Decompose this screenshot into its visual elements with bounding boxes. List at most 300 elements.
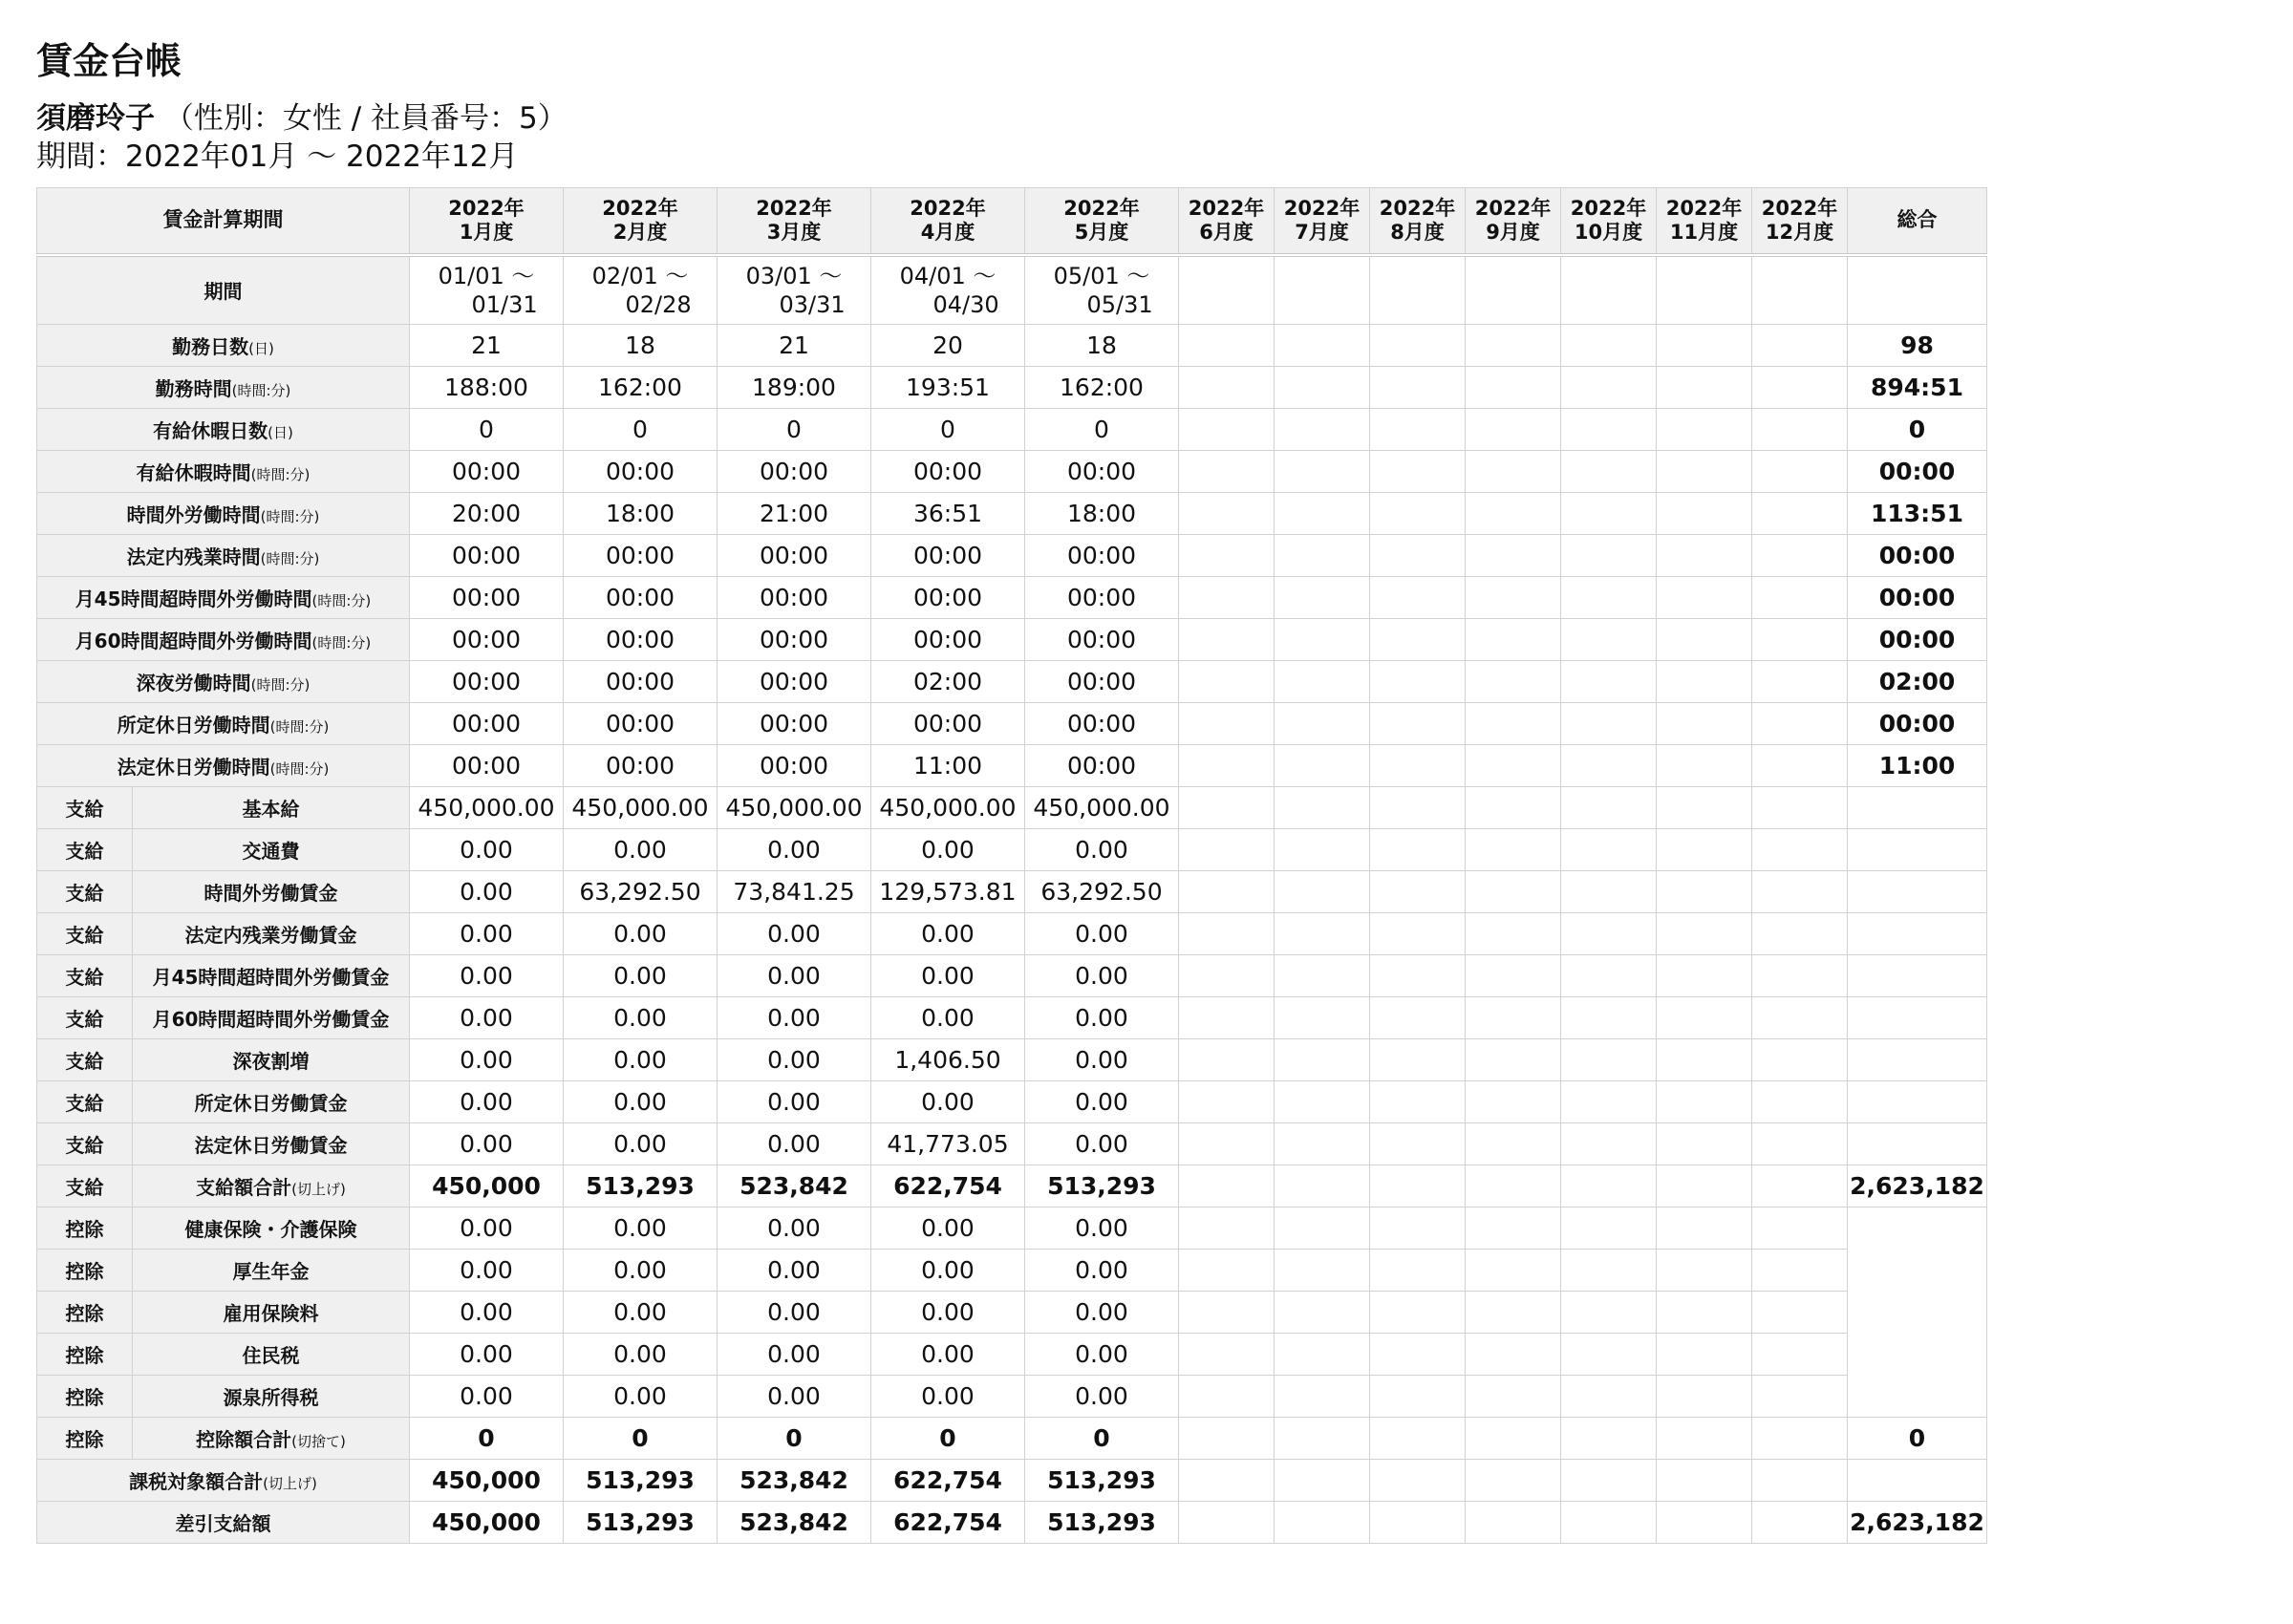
table-row bbox=[37, 1249, 1987, 1291]
value-cell bbox=[1752, 618, 1848, 660]
value-cell: 00:00 bbox=[410, 576, 564, 618]
value-cell: 0.00 bbox=[1025, 1375, 1179, 1417]
value-cell bbox=[1752, 660, 1848, 702]
value-cell: 00:00 bbox=[564, 702, 718, 744]
employee-info bbox=[36, 99, 1987, 176]
value-cell: 00:00 bbox=[1025, 576, 1179, 618]
category-cell: 支給 bbox=[37, 1165, 133, 1207]
value-cell: 0.00 bbox=[871, 1333, 1025, 1375]
value-cell bbox=[1561, 1375, 1657, 1417]
value-cell bbox=[1275, 870, 1370, 912]
value-cell: 00:00 bbox=[871, 534, 1025, 576]
value-cell bbox=[1561, 1459, 1657, 1501]
header-month: 2022年 8月度 bbox=[1370, 188, 1466, 255]
value-cell: 00:00 bbox=[410, 744, 564, 786]
value-cell bbox=[1752, 744, 1848, 786]
value-cell: 513,293 bbox=[1025, 1165, 1179, 1207]
value-cell bbox=[1275, 576, 1370, 618]
value-cell: 18 bbox=[1025, 324, 1179, 366]
employee-name: 須磨玲子 bbox=[36, 101, 155, 136]
value-cell: 129,573.81 bbox=[871, 870, 1025, 912]
value-cell: 0.00 bbox=[410, 1291, 564, 1333]
value-cell bbox=[1466, 1459, 1561, 1501]
total-cell: 113:51 bbox=[1848, 492, 1987, 534]
value-cell bbox=[1275, 828, 1370, 870]
row-label: 所定休日労働時間(時間:分) bbox=[37, 702, 410, 744]
value-cell: 622,754 bbox=[871, 1459, 1025, 1501]
value-cell bbox=[1179, 492, 1275, 534]
value-cell bbox=[1466, 324, 1561, 366]
value-cell bbox=[1561, 786, 1657, 828]
value-cell: 188:00 bbox=[410, 366, 564, 408]
value-cell bbox=[1657, 534, 1752, 576]
value-cell: 450,000 bbox=[410, 1165, 564, 1207]
value-cell: 36:51 bbox=[871, 492, 1025, 534]
category-cell: 支給 bbox=[37, 870, 133, 912]
value-cell bbox=[1179, 954, 1275, 996]
value-cell: 00:00 bbox=[718, 576, 871, 618]
row-label: 時間外労働時間(時間:分) bbox=[37, 492, 410, 534]
period-cell: 04/01 〜 04/30 bbox=[871, 255, 1025, 325]
value-cell bbox=[1657, 828, 1752, 870]
value-cell: 523,842 bbox=[718, 1501, 871, 1543]
value-cell: 162:00 bbox=[564, 366, 718, 408]
value-cell: 00:00 bbox=[564, 534, 718, 576]
total-cell: 2,623,182 bbox=[1848, 1165, 1987, 1207]
value-cell: 0 bbox=[410, 1417, 564, 1459]
value-cell bbox=[1561, 1080, 1657, 1122]
value-cell bbox=[1370, 660, 1466, 702]
value-cell bbox=[1275, 1080, 1370, 1122]
table-row bbox=[37, 828, 1987, 870]
value-cell: 0.00 bbox=[871, 954, 1025, 996]
value-cell bbox=[1657, 1165, 1752, 1207]
value-cell bbox=[1752, 954, 1848, 996]
value-cell bbox=[1466, 618, 1561, 660]
value-cell bbox=[1466, 828, 1561, 870]
value-cell bbox=[1561, 912, 1657, 954]
value-cell: 0 bbox=[564, 1417, 718, 1459]
value-cell: 0.00 bbox=[1025, 1333, 1179, 1375]
table-row bbox=[37, 912, 1987, 954]
value-cell: 0.00 bbox=[564, 1207, 718, 1249]
row-label: 課税対象額合計(切上げ) bbox=[37, 1459, 410, 1501]
value-cell: 513,293 bbox=[1025, 1501, 1179, 1543]
value-cell bbox=[1657, 1122, 1752, 1165]
value-cell: 450,000.00 bbox=[871, 786, 1025, 828]
value-cell: 0.00 bbox=[410, 1122, 564, 1165]
row-label: 期間 bbox=[37, 255, 410, 325]
header-month: 2022年 11月度 bbox=[1657, 188, 1752, 255]
value-cell bbox=[1657, 870, 1752, 912]
table-row bbox=[37, 534, 1987, 576]
value-cell: 0 bbox=[718, 1417, 871, 1459]
total-cell bbox=[1848, 954, 1987, 996]
value-cell bbox=[1657, 324, 1752, 366]
header-month: 2022年 3月度 bbox=[718, 188, 871, 255]
value-cell: 0.00 bbox=[718, 828, 871, 870]
value-cell: 523,842 bbox=[718, 1165, 871, 1207]
value-cell: 0.00 bbox=[1025, 1080, 1179, 1122]
value-cell bbox=[1657, 744, 1752, 786]
value-cell bbox=[1752, 1375, 1848, 1417]
value-cell: 0.00 bbox=[1025, 1038, 1179, 1080]
value-cell bbox=[1370, 492, 1466, 534]
total-cell bbox=[1848, 1459, 1987, 1501]
table-row bbox=[37, 870, 1987, 912]
value-cell: 0.00 bbox=[410, 1207, 564, 1249]
value-cell bbox=[1179, 366, 1275, 408]
value-cell: 18 bbox=[564, 324, 718, 366]
value-cell bbox=[1179, 1080, 1275, 1122]
page-title: 賃金台帳 bbox=[36, 40, 182, 82]
header-month: 2022年 5月度 bbox=[1025, 188, 1179, 255]
value-cell bbox=[1179, 786, 1275, 828]
value-cell bbox=[1275, 702, 1370, 744]
table-row bbox=[37, 618, 1987, 660]
total-cell bbox=[1848, 828, 1987, 870]
value-cell bbox=[1657, 366, 1752, 408]
value-cell bbox=[1370, 1501, 1466, 1543]
value-cell: 0.00 bbox=[564, 1333, 718, 1375]
value-cell bbox=[1370, 1291, 1466, 1333]
value-cell: 450,000.00 bbox=[564, 786, 718, 828]
row-label: 月60時間超時間外労働時間(時間:分) bbox=[37, 618, 410, 660]
value-cell bbox=[1561, 1165, 1657, 1207]
value-cell bbox=[1179, 1459, 1275, 1501]
table-row bbox=[37, 1080, 1987, 1122]
value-cell bbox=[1466, 660, 1561, 702]
value-cell bbox=[1752, 1333, 1848, 1375]
value-cell: 0.00 bbox=[410, 1333, 564, 1375]
table-row bbox=[37, 1333, 1987, 1375]
value-cell bbox=[1275, 1165, 1370, 1207]
category-cell: 支給 bbox=[37, 828, 133, 870]
value-cell: 02:00 bbox=[871, 660, 1025, 702]
total-cell bbox=[1848, 1038, 1987, 1080]
value-cell bbox=[1561, 324, 1657, 366]
value-cell bbox=[1657, 1375, 1752, 1417]
value-cell bbox=[1370, 1333, 1466, 1375]
row-label: 法定休日労働賃金 bbox=[133, 1122, 410, 1165]
value-cell bbox=[1370, 870, 1466, 912]
value-cell bbox=[1179, 324, 1275, 366]
value-cell: 00:00 bbox=[564, 618, 718, 660]
value-cell: 0 bbox=[1025, 1417, 1179, 1459]
value-cell bbox=[1657, 1291, 1752, 1333]
value-cell: 0.00 bbox=[564, 1375, 718, 1417]
table-row bbox=[37, 324, 1987, 366]
category-cell: 支給 bbox=[37, 912, 133, 954]
value-cell bbox=[1370, 1207, 1466, 1249]
category-cell: 控除 bbox=[37, 1291, 133, 1333]
value-cell bbox=[1466, 450, 1561, 492]
table-row bbox=[37, 1375, 1987, 1417]
value-cell bbox=[1657, 702, 1752, 744]
period-cell bbox=[1370, 255, 1466, 325]
value-cell: 11:00 bbox=[871, 744, 1025, 786]
value-cell bbox=[1466, 870, 1561, 912]
value-cell bbox=[1561, 618, 1657, 660]
value-cell: 0 bbox=[410, 408, 564, 450]
period-cell bbox=[1179, 255, 1275, 325]
total-cell: 02:00 bbox=[1848, 660, 1987, 702]
value-cell: 0.00 bbox=[871, 828, 1025, 870]
wage-ledger-table bbox=[36, 187, 1987, 1544]
employee-line bbox=[36, 99, 1987, 138]
value-cell: 00:00 bbox=[718, 618, 871, 660]
value-cell bbox=[1561, 1333, 1657, 1375]
value-cell: 0.00 bbox=[410, 870, 564, 912]
value-cell bbox=[1466, 1291, 1561, 1333]
value-cell: 622,754 bbox=[871, 1501, 1025, 1543]
value-cell: 0.00 bbox=[718, 1080, 871, 1122]
value-cell: 0.00 bbox=[410, 954, 564, 996]
value-cell bbox=[1657, 660, 1752, 702]
value-cell bbox=[1179, 912, 1275, 954]
value-cell: 00:00 bbox=[410, 450, 564, 492]
value-cell: 513,293 bbox=[564, 1165, 718, 1207]
value-cell bbox=[1752, 534, 1848, 576]
row-label: 有給休暇時間(時間:分) bbox=[37, 450, 410, 492]
value-cell bbox=[1179, 1165, 1275, 1207]
value-cell bbox=[1370, 828, 1466, 870]
value-cell bbox=[1275, 1375, 1370, 1417]
value-cell bbox=[1370, 1459, 1466, 1501]
value-cell bbox=[1179, 744, 1275, 786]
table-row bbox=[37, 786, 1987, 828]
value-cell: 162:00 bbox=[1025, 366, 1179, 408]
value-cell: 41,773.05 bbox=[871, 1122, 1025, 1165]
header-row bbox=[37, 188, 1987, 255]
row-label: 勤務時間(時間:分) bbox=[37, 366, 410, 408]
table-row bbox=[37, 1459, 1987, 1501]
row-label: 深夜割増 bbox=[133, 1038, 410, 1080]
value-cell: 00:00 bbox=[1025, 744, 1179, 786]
row-label: 雇用保険料 bbox=[133, 1291, 410, 1333]
value-cell bbox=[1657, 1501, 1752, 1543]
value-cell bbox=[1752, 702, 1848, 744]
value-cell bbox=[1370, 618, 1466, 660]
period-cell bbox=[1657, 255, 1752, 325]
value-cell: 0.00 bbox=[410, 912, 564, 954]
row-label: 差引支給額 bbox=[37, 1501, 410, 1543]
value-cell bbox=[1561, 1207, 1657, 1249]
table-row bbox=[37, 702, 1987, 744]
value-cell bbox=[1561, 366, 1657, 408]
value-cell: 0.00 bbox=[410, 1249, 564, 1291]
value-cell bbox=[1752, 1207, 1848, 1249]
value-cell: 18:00 bbox=[1025, 492, 1179, 534]
category-cell: 支給 bbox=[37, 954, 133, 996]
value-cell: 193:51 bbox=[871, 366, 1025, 408]
value-cell: 0.00 bbox=[718, 954, 871, 996]
row-label: 基本給 bbox=[133, 786, 410, 828]
table-row bbox=[37, 408, 1987, 450]
value-cell: 0.00 bbox=[564, 1249, 718, 1291]
value-cell bbox=[1561, 870, 1657, 912]
row-label: 深夜労働時間(時間:分) bbox=[37, 660, 410, 702]
value-cell bbox=[1179, 828, 1275, 870]
row-label: 月60時間超時間外労働賃金 bbox=[133, 996, 410, 1038]
value-cell bbox=[1561, 1417, 1657, 1459]
total-cell: 98 bbox=[1848, 324, 1987, 366]
value-cell bbox=[1275, 1207, 1370, 1249]
value-cell: 18:00 bbox=[564, 492, 718, 534]
value-cell bbox=[1752, 408, 1848, 450]
value-cell bbox=[1275, 912, 1370, 954]
value-cell bbox=[1752, 1417, 1848, 1459]
value-cell bbox=[1275, 1333, 1370, 1375]
header-month: 2022年 9月度 bbox=[1466, 188, 1561, 255]
value-cell bbox=[1466, 1207, 1561, 1249]
header-month: 2022年 1月度 bbox=[410, 188, 564, 255]
value-cell bbox=[1466, 1122, 1561, 1165]
value-cell bbox=[1179, 660, 1275, 702]
value-cell: 0.00 bbox=[1025, 1249, 1179, 1291]
row-label: 法定内残業労働賃金 bbox=[133, 912, 410, 954]
value-cell bbox=[1752, 1249, 1848, 1291]
category-cell: 支給 bbox=[37, 996, 133, 1038]
value-cell: 00:00 bbox=[871, 702, 1025, 744]
value-cell: 0.00 bbox=[564, 954, 718, 996]
value-cell: 0.00 bbox=[718, 912, 871, 954]
value-cell: 00:00 bbox=[1025, 618, 1179, 660]
value-cell: 0.00 bbox=[871, 912, 1025, 954]
value-cell bbox=[1179, 996, 1275, 1038]
value-cell: 0.00 bbox=[718, 1249, 871, 1291]
header-month: 2022年 4月度 bbox=[871, 188, 1025, 255]
value-cell: 0.00 bbox=[564, 828, 718, 870]
value-cell bbox=[1179, 1333, 1275, 1375]
value-cell bbox=[1466, 744, 1561, 786]
value-cell: 450,000 bbox=[410, 1501, 564, 1543]
value-cell: 0.00 bbox=[410, 1080, 564, 1122]
value-cell: 0.00 bbox=[1025, 912, 1179, 954]
value-cell bbox=[1657, 1249, 1752, 1291]
value-cell bbox=[1370, 954, 1466, 996]
value-cell bbox=[1275, 660, 1370, 702]
row-label: 支給額合計(切上げ) bbox=[133, 1165, 410, 1207]
value-cell bbox=[1275, 324, 1370, 366]
table-row bbox=[37, 1038, 1987, 1080]
table-row bbox=[37, 744, 1987, 786]
value-cell bbox=[1370, 534, 1466, 576]
value-cell bbox=[1370, 1375, 1466, 1417]
value-cell bbox=[1657, 1080, 1752, 1122]
value-cell bbox=[1179, 1291, 1275, 1333]
value-cell bbox=[1561, 744, 1657, 786]
value-cell: 00:00 bbox=[410, 702, 564, 744]
value-cell bbox=[1466, 1375, 1561, 1417]
value-cell bbox=[1466, 1165, 1561, 1207]
value-cell bbox=[1561, 1038, 1657, 1080]
value-cell bbox=[1752, 1080, 1848, 1122]
wage-ledger-page bbox=[36, 36, 1987, 1544]
category-cell: 支給 bbox=[37, 786, 133, 828]
total-cell: 11:00 bbox=[1848, 744, 1987, 786]
value-cell bbox=[1466, 786, 1561, 828]
value-cell bbox=[1466, 1038, 1561, 1080]
value-cell: 0.00 bbox=[1025, 1207, 1179, 1249]
total-cell: 894:51 bbox=[1848, 366, 1987, 408]
value-cell: 513,293 bbox=[1025, 1459, 1179, 1501]
row-label: 健康保険・介護保険 bbox=[133, 1207, 410, 1249]
value-cell bbox=[1561, 408, 1657, 450]
row-label: 住民税 bbox=[133, 1333, 410, 1375]
value-cell bbox=[1466, 1080, 1561, 1122]
value-cell bbox=[1752, 1501, 1848, 1543]
value-cell bbox=[1752, 786, 1848, 828]
value-cell bbox=[1561, 996, 1657, 1038]
value-cell bbox=[1179, 576, 1275, 618]
category-cell: 控除 bbox=[37, 1249, 133, 1291]
value-cell: 0.00 bbox=[564, 1080, 718, 1122]
value-cell bbox=[1657, 954, 1752, 996]
value-cell: 0.00 bbox=[718, 1333, 871, 1375]
value-cell bbox=[1275, 1417, 1370, 1459]
header-month: 2022年 10月度 bbox=[1561, 188, 1657, 255]
value-cell: 20 bbox=[871, 324, 1025, 366]
value-cell bbox=[1561, 576, 1657, 618]
value-cell bbox=[1561, 1249, 1657, 1291]
value-cell bbox=[1370, 702, 1466, 744]
row-label: 所定休日労働賃金 bbox=[133, 1080, 410, 1122]
header-month: 2022年 7月度 bbox=[1275, 188, 1370, 255]
value-cell bbox=[1752, 1459, 1848, 1501]
value-cell bbox=[1179, 1501, 1275, 1543]
total-cell: 00:00 bbox=[1848, 534, 1987, 576]
category-cell: 支給 bbox=[37, 1122, 133, 1165]
row-label: 月45時間超時間外労働賃金 bbox=[133, 954, 410, 996]
value-cell bbox=[1275, 786, 1370, 828]
value-cell bbox=[1179, 870, 1275, 912]
table-row bbox=[37, 1207, 1987, 1249]
value-cell bbox=[1275, 1249, 1370, 1291]
value-cell bbox=[1657, 450, 1752, 492]
value-cell bbox=[1179, 1417, 1275, 1459]
value-cell: 00:00 bbox=[410, 660, 564, 702]
total-cell bbox=[1848, 996, 1987, 1038]
value-cell: 0.00 bbox=[718, 1122, 871, 1165]
value-cell: 00:00 bbox=[410, 534, 564, 576]
value-cell: 0.00 bbox=[410, 1375, 564, 1417]
value-cell bbox=[1752, 324, 1848, 366]
header-month: 2022年 6月度 bbox=[1179, 188, 1275, 255]
value-cell: 0.00 bbox=[564, 996, 718, 1038]
value-cell bbox=[1275, 744, 1370, 786]
ledger-period: 期間：2022年01月 〜 2022年12月 bbox=[36, 139, 519, 174]
value-cell: 00:00 bbox=[564, 660, 718, 702]
value-cell bbox=[1370, 786, 1466, 828]
value-cell bbox=[1275, 1501, 1370, 1543]
value-cell bbox=[1466, 408, 1561, 450]
value-cell bbox=[1179, 1122, 1275, 1165]
total-cell: 0 bbox=[1848, 1417, 1987, 1459]
row-label: 勤務日数(日) bbox=[37, 324, 410, 366]
value-cell bbox=[1561, 660, 1657, 702]
value-cell bbox=[1179, 1207, 1275, 1249]
value-cell bbox=[1275, 1122, 1370, 1165]
value-cell bbox=[1657, 576, 1752, 618]
value-cell bbox=[1752, 996, 1848, 1038]
value-cell: 0 bbox=[718, 408, 871, 450]
value-cell bbox=[1370, 576, 1466, 618]
value-cell bbox=[1370, 408, 1466, 450]
value-cell: 0 bbox=[871, 1417, 1025, 1459]
table-row bbox=[37, 1417, 1987, 1459]
value-cell: 0.00 bbox=[1025, 954, 1179, 996]
